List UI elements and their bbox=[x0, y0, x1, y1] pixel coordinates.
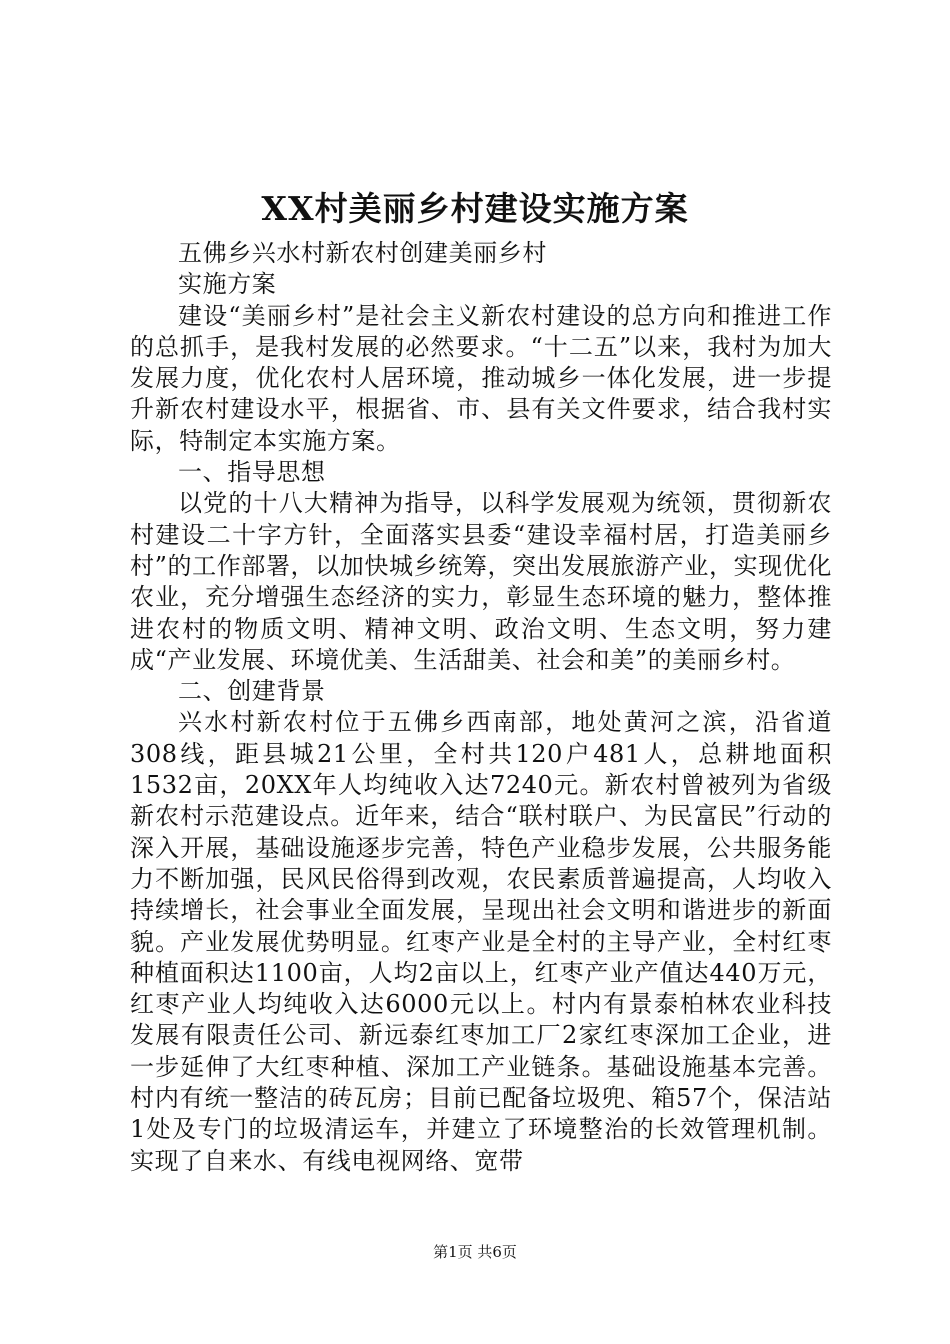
section-heading: 二、创建背景 bbox=[178, 677, 326, 706]
subtitle-line: 五佛乡兴水村新农村创建美丽乡村 bbox=[178, 239, 547, 267]
paragraph: 以党的十八大精神为指导，以科学发展观为统领，贯彻新农村建设二十字方针，全面落实县委“建设幸福村居，打造美丽乡村”的工作部署，以加快城乡统筹，突出发展旅游产业，实现优化农业，充分增强生态经济的实力，彰显生态环境的魅力，整体推进农村的物质文明、精神文明、政治文明、生态文明，努力建成“产业发展、环境优美、生活甜美、社会和美”的美丽乡村。 bbox=[130, 489, 832, 674]
paragraph: 建设“美丽乡村”是社会主义新农村建设的总方向和推进工作的总抓手，是我村发展的必然要求。“十二五”以来，我村为加大发展力度，优化农村人居环境，推动城乡一体化发展，进一步提升新农村建设水平，根据省、市、县有关文件要求，结合我村实际，特制定本实施方案。 bbox=[130, 301, 832, 455]
subtitle-line: 实施方案 bbox=[178, 270, 277, 299]
paragraph: 兴水村新农村位于五佛乡西南部，地处黄河之滨，沿省道308线，距县城21公里，全村共120户481人，总耕地面积1532亩，20XX年人均纯收入达7240元。新农村曾被列为省级新农村示范建设点。近年来，结合“联村联户、为民富民”行动的深入开展，基础设施逐步完善，特色产业稳步发展，公共服务能力不断加强，民风民俗得到改观，农民素质普遍提高，人均收入持续增长，社会事业全面发展，呈现出社会文明和谐进步的新面貌。产业发展优势明显。红枣产业是全村的主导产业，全村红枣种植面积达1100亩，人均2亩以上，红枣产业产值达440万元，红枣产业人均纯收入达6000元以上。村内有景泰柏林农业科技发展有限责任公司、新远泰红枣加工厂2家红枣深加工企业，进一步延伸了大红枣种植、深加工产业链条。基础设施基本完善。村内有统一整洁的砖瓦房；目前已配备垃圾兜、箱57个，保洁站1处及专门的垃圾清运车，并建立了环境整治的长效管理机制。实现了自来水、有线电视网络、宽带 bbox=[130, 708, 832, 1175]
document-body bbox=[130, 238, 832, 1177]
document-title: XX村美丽乡村建设实施方案 bbox=[261, 189, 689, 228]
section-heading: 一、指导思想 bbox=[178, 458, 326, 487]
page-footer: 第1页 共6页 bbox=[433, 1243, 517, 1261]
